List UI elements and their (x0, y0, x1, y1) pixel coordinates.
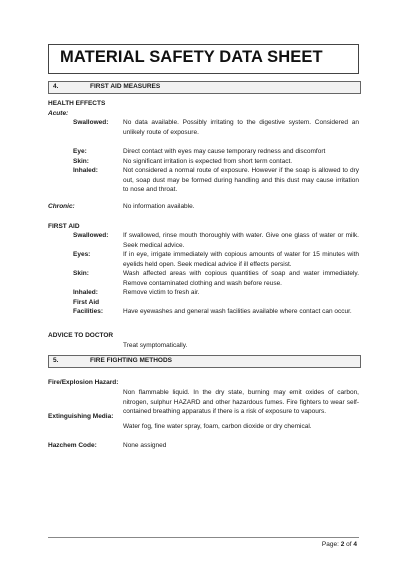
acute-skin-value: No significant irritation is expected from short term contact. (123, 158, 293, 165)
footer-divider (48, 537, 359, 538)
extinguishing-media-label: Extinguishing Media: (48, 413, 114, 420)
section-5-number: 5. (53, 357, 59, 364)
section-4-number: 4. (53, 83, 59, 90)
first-aid-facilities-label-2: Facilities: (73, 308, 103, 315)
first-aid-swallowed-value: If swallowed, rinse mouth thoroughly with water. Give one glass of water or milk. Seek medical advice. (123, 232, 359, 249)
extinguishing-media-value: Water fog, fine water spray, foam, carbon dioxide or dry chemical. (123, 423, 312, 430)
health-effects-heading: HEALTH EFFECTS (48, 100, 106, 107)
acute-skin-label: Skin: (73, 158, 89, 165)
first-aid-facilities-value: Have eyewashes and general wash facilities available where contact can occur. (123, 308, 352, 315)
acute-eye-value: Direct contact with eyes may cause temporary redness and discomfort (123, 148, 326, 155)
advice-to-doctor-heading: ADVICE TO DOCTOR (48, 332, 114, 339)
page-number (322, 541, 357, 548)
fire-hazard-label: Fire/Explosion Hazard: (48, 379, 119, 386)
section-4-header (48, 81, 361, 94)
document-title: MATERIAL SAFETY DATA SHEET (60, 48, 323, 66)
chronic-value: No information available. (123, 203, 195, 210)
page-number-prefix: Page: (321, 541, 341, 548)
hazchem-code-label: Hazchem Code: (48, 442, 97, 449)
first-aid-swallowed-label: Swallowed: (73, 232, 109, 239)
fire-hazard-value: Non flammable liquid. In the dry state, burning may emit oxides of carbon, nitrogen, sulphur HAZARD and other hazardous fumes. Fire fighters to wear self-contained breathing apparatus if there is a risk of exposure to vapours. (123, 389, 359, 416)
first-aid-inhaled-label: Inhaled: (73, 289, 98, 296)
first-aid-eyes-label: Eyes: (73, 251, 91, 258)
section-4-title: FIRST AID MEASURES (90, 83, 161, 90)
first-aid-facilities-label-1: First Aid (73, 299, 100, 306)
first-aid-inhaled-value: Remove victim to fresh air. (123, 289, 200, 296)
acute-eye-label: Eye: (73, 148, 87, 155)
acute-swallowed-value: No data available. Possibly irritating to the digestive system. Considered an unlikely route of exposure. (123, 119, 359, 136)
acute-inhaled-value: Not considered a normal route of exposure. However if the soap is allowed to dry out, soap dust may be formed during handling and this dust may cause irritation to nose and throat. (123, 167, 359, 194)
hazchem-code-value: None assigned (123, 442, 167, 449)
page-number-total: 4 (353, 541, 357, 548)
acute-inhaled-label: Inhaled: (73, 167, 98, 174)
acute-swallowed-label: Swallowed: (73, 119, 109, 126)
advice-to-doctor-value: Treat symptomatically. (123, 342, 188, 349)
page-number-of: of (344, 541, 354, 548)
first-aid-eyes-value: If in eye, irrigate immediately with copious amounts of water for 15 minutes with eyelids held open. Seek medical advice if ill effects persist. (123, 251, 359, 268)
first-aid-skin-label: Skin: (73, 270, 89, 277)
chronic-label: Chronic: (48, 203, 75, 210)
first-aid-heading: FIRST AID (48, 223, 80, 230)
acute-label: Acute: (48, 110, 69, 117)
section-5-header (48, 355, 361, 368)
page-number-current: 2 (340, 541, 345, 548)
section-5-title: FIRE FIGHTING METHODS (90, 357, 172, 364)
first-aid-skin-value: Wash affected areas with copious quantities of soap and water immediately. Remove contaminated clothing and wash before reuse. (123, 270, 359, 287)
